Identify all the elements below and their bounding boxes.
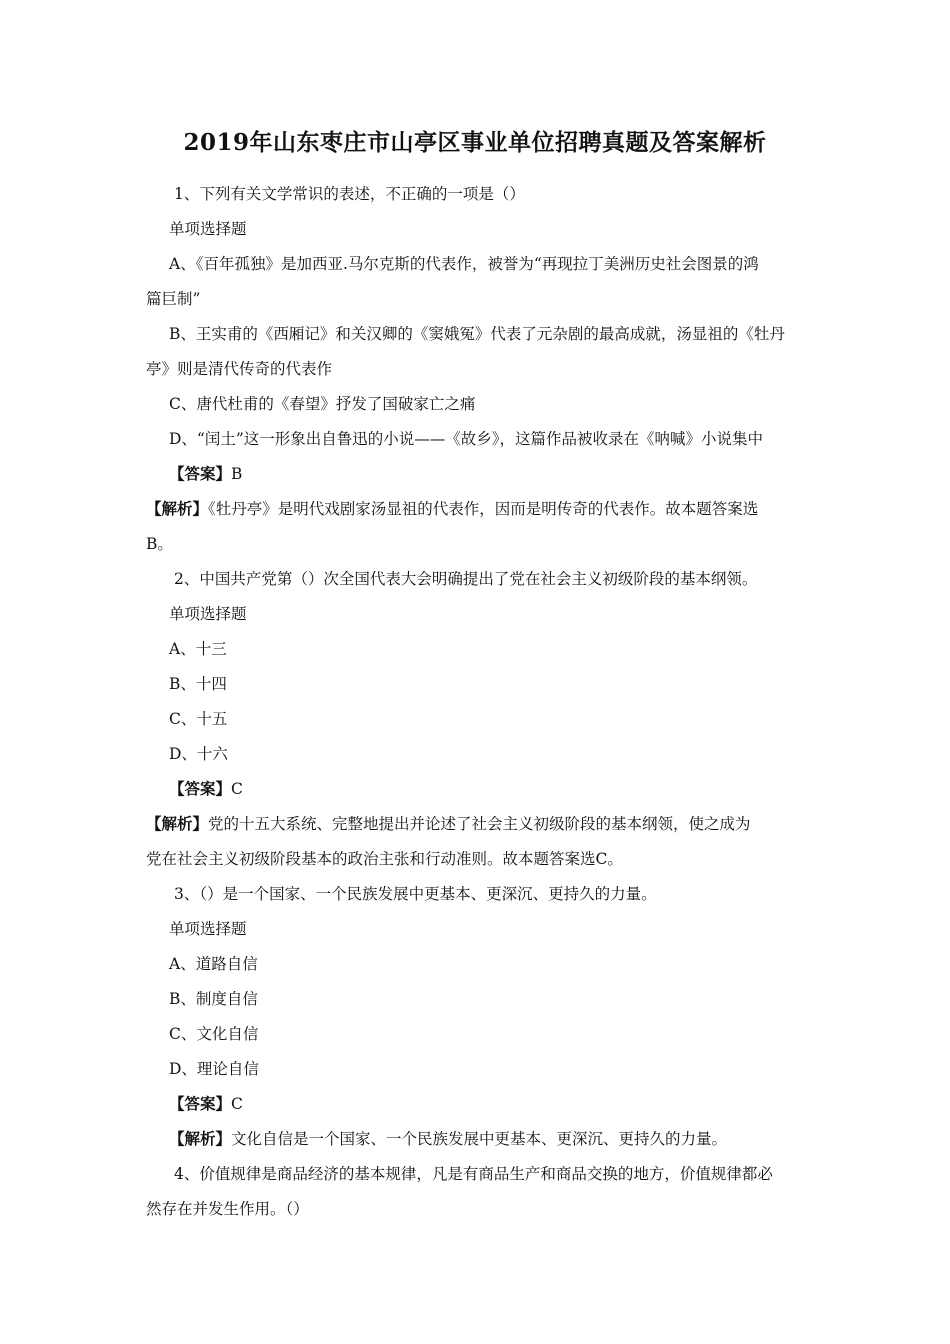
question-1-option-b: B、王实甫的《西厢记》和关汉卿的《窦娥冤》代表了元杂剧的最高成就，汤显祖的《牡丹	[169, 325, 785, 343]
question-1-option-a-cont: 篇巨制”	[146, 290, 201, 308]
question-2-type: 单项选择题	[169, 605, 247, 623]
question-3-analysis	[169, 1129, 814, 1149]
question-2-option-b: B、十四	[169, 675, 227, 693]
question-1-analysis-cont: B。	[146, 535, 173, 553]
question-2-answer	[169, 779, 814, 799]
question-1-option-b-cont: 亭》则是清代传奇的代表作	[146, 360, 333, 378]
question-3-type: 单项选择题	[169, 920, 247, 938]
answer-label: 【答案】	[169, 464, 232, 483]
question-1-option-d: D、“闰土”这一形象出自鲁迅的小说——《故乡》，这篇作品被收录在《呐喊》小说集中	[169, 430, 764, 448]
analysis-text: 党的十五大系统、完整地提出并论述了社会主义初级阶段的基本纲领，使之成为	[208, 815, 751, 833]
analysis-label: 【解析】	[169, 1129, 232, 1148]
question-3-option-d: D、理论自信	[169, 1060, 259, 1078]
answer-label: 【答案】	[169, 779, 232, 798]
answer-label: 【答案】	[169, 1094, 232, 1113]
question-1-analysis	[146, 499, 814, 519]
question-2-analysis	[146, 814, 814, 834]
question-1-option-c: C、唐代杜甫的《春望》抒发了国破家亡之痛	[169, 395, 476, 413]
question-3-option-c: C、文化自信	[169, 1025, 259, 1043]
answer-value: C	[231, 780, 243, 798]
question-4-stem: 4、价值规律是商品经济的基本规律，凡是有商品生产和商品交换的地方，价值规律都必	[174, 1165, 773, 1183]
question-3-answer	[169, 1094, 814, 1114]
question-2-analysis-cont: 党在社会主义初级阶段基本的政治主张和行动准则。故本题答案选C。	[146, 850, 623, 868]
analysis-text: 《牡丹亭》是明代戏剧家汤显祖的代表作，因而是明传奇的代表作。故本题答案选	[208, 500, 759, 518]
question-3-stem: 3、（）是一个国家、一个民族发展中更基本、更深沉、更持久的力量。	[174, 885, 657, 903]
analysis-label: 【解析】	[146, 499, 209, 518]
answer-value: B	[231, 465, 243, 483]
question-1-option-a: A、《百年孤独》是加西亚.马尔克斯的代表作，被誉为“再现拉丁美洲历史社会图景的鸿	[169, 255, 759, 273]
question-2-option-a: A、十三	[169, 640, 227, 658]
question-4-stem-cont: 然存在并发生作用。（）	[146, 1200, 309, 1218]
question-2-stem: 2、中国共产党第（）次全国代表大会明确提出了党在社会主义初级阶段的基本纲领。	[174, 570, 758, 588]
question-2-option-d: D、十六	[169, 745, 228, 763]
answer-value: C	[231, 1095, 243, 1113]
analysis-label: 【解析】	[146, 814, 209, 833]
question-3-option-b: B、制度自信	[169, 990, 258, 1008]
question-1-answer	[169, 464, 814, 484]
analysis-text: 文化自信是一个国家、一个民族发展中更基本、更深沉、更持久的力量。	[231, 1130, 728, 1148]
question-2-option-c: C、十五	[169, 710, 228, 728]
question-1-stem: 1、下列有关文学常识的表述，不正确的一项是（）	[174, 185, 525, 203]
question-1-type: 单项选择题	[169, 220, 247, 238]
page-title: 2019年山东枣庄市山亭区事业单位招聘真题及答案解析	[183, 129, 767, 156]
question-3-option-a: A、道路自信	[169, 955, 258, 973]
